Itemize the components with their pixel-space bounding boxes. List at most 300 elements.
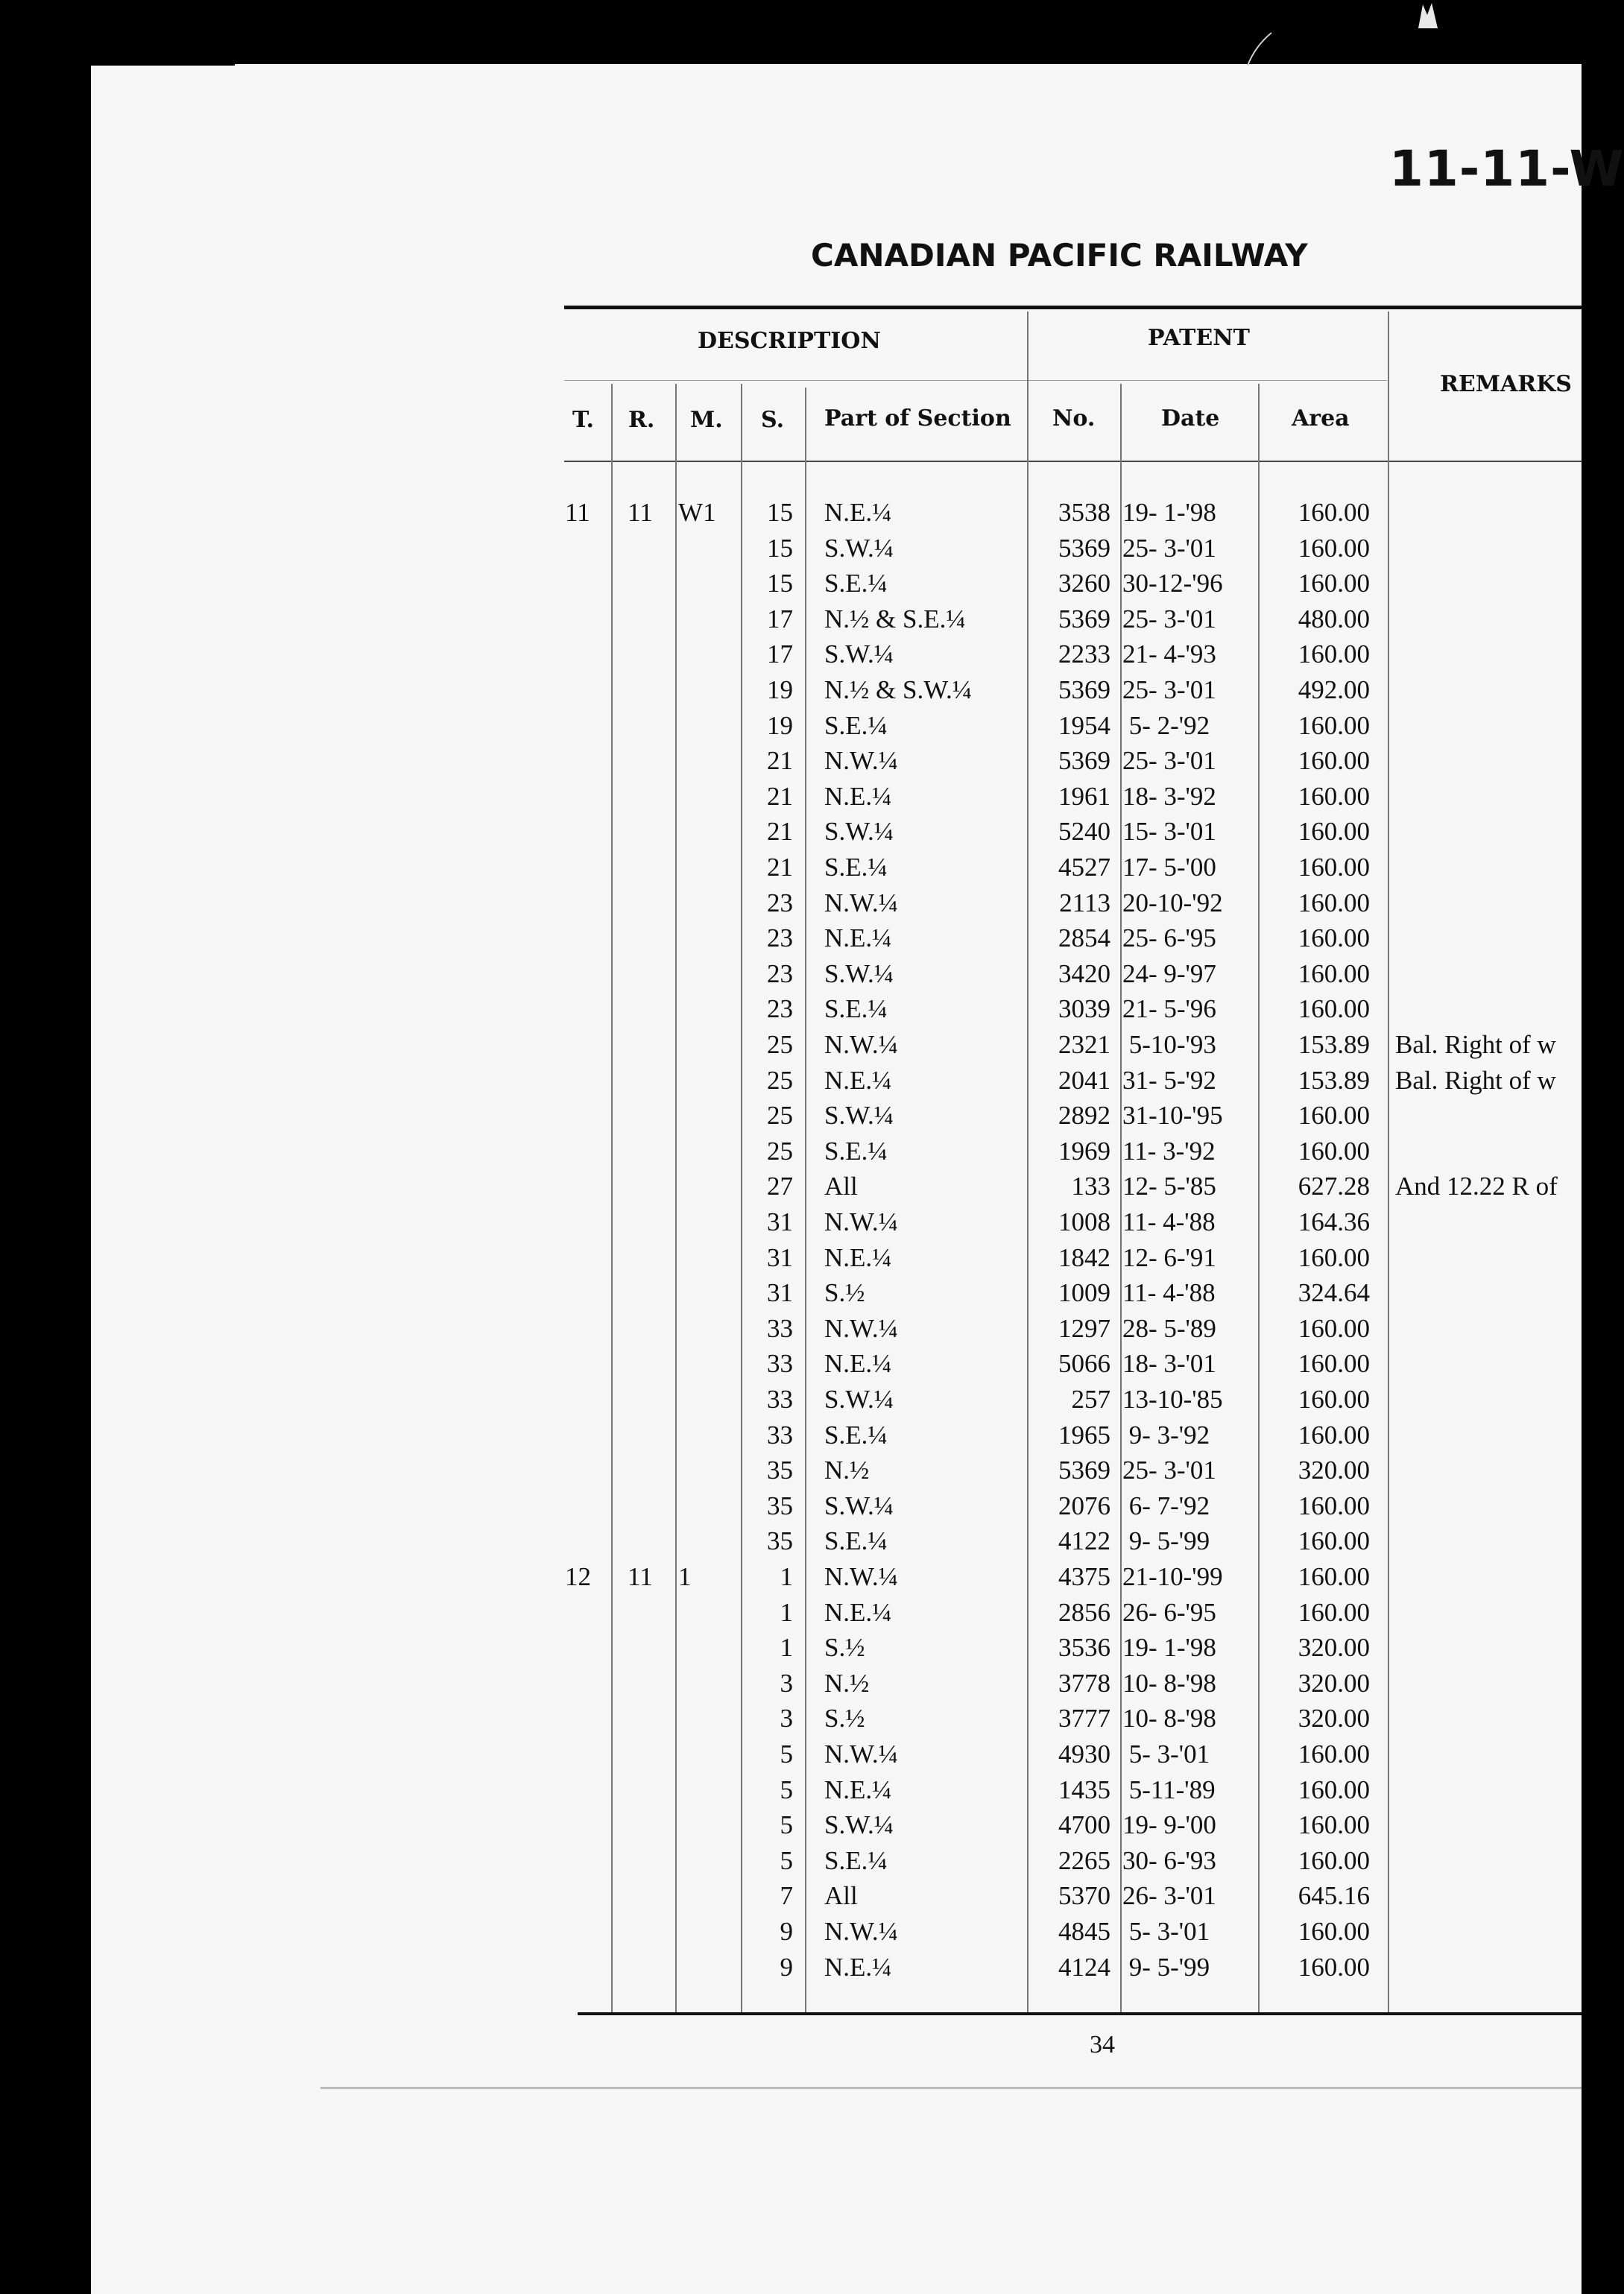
part-of-section-text: N.W.¼ [824, 746, 901, 775]
cell-township: 12 [565, 1562, 591, 1591]
cell-section: 33 [767, 1349, 793, 1379]
cell-part-of-section [824, 1243, 1027, 1273]
cell-section: 19 [767, 710, 793, 740]
part-of-section-text: N.E.¼ [824, 782, 894, 811]
table-row [0, 1562, 1582, 1597]
cell-section: 17 [767, 604, 793, 633]
cell-patent-date: 21- 4-'93 [1122, 639, 1216, 669]
cell-patent-no: 2041 [1058, 1065, 1110, 1095]
cell-range: 11 [628, 1562, 653, 1591]
cell-patent-no: 5369 [1058, 746, 1110, 776]
cell-area: 153.89 [1298, 1030, 1370, 1059]
table-row [0, 604, 1582, 639]
table-top-rule [564, 306, 1582, 309]
table-row [0, 1278, 1582, 1313]
table-row [0, 1030, 1582, 1065]
cell-patent-date: 25- 3-'01 [1122, 746, 1216, 776]
part-of-section-text: N.½ & S.W.¼ [824, 675, 975, 704]
cell-patent-date: 25- 3-'01 [1122, 1456, 1216, 1485]
cell-patent-date: 19- 9-'00 [1122, 1810, 1216, 1840]
part-of-section-text: N.E.¼ [824, 1349, 894, 1378]
cell-patent-no: 1842 [1058, 1242, 1110, 1272]
cell-part-of-section [824, 534, 1027, 563]
cell-patent-date: 26- 6-'95 [1122, 1597, 1216, 1627]
cell-patent-no: 4527 [1058, 853, 1110, 882]
cell-patent-no: 133 [1071, 1172, 1110, 1201]
cell-area: 324.64 [1298, 1278, 1370, 1308]
cell-section: 31 [767, 1207, 793, 1236]
cell-section: 5 [780, 1775, 793, 1804]
part-of-section-text: N.W.¼ [824, 1917, 901, 1946]
cell-patent-date: 6- 7-'92 [1122, 1491, 1210, 1520]
col-header-area: Area [1292, 405, 1350, 432]
cell-remarks: Bal. Right of w [1395, 1065, 1556, 1095]
part-of-section-text: S.W.¼ [824, 959, 897, 988]
cell-section: 9 [780, 1952, 793, 1982]
part-of-section-text: N.W.¼ [824, 1562, 901, 1591]
cell-patent-date: 30-12-'96 [1122, 569, 1223, 598]
part-of-section-text: S.W.¼ [824, 639, 897, 669]
cell-part-of-section [824, 1917, 1027, 1947]
part-of-section-text: S.E.¼ [824, 1526, 891, 1555]
cell-area: 492.00 [1298, 675, 1370, 704]
cell-patent-date: 18- 3-'01 [1122, 1349, 1216, 1379]
cell-patent-date: 11- 4-'88 [1122, 1207, 1216, 1236]
cell-area: 160.00 [1298, 817, 1370, 847]
part-of-section-text: N.W.¼ [824, 1030, 901, 1059]
cell-section: 1 [780, 1562, 793, 1591]
cell-patent-date: 17- 5-'00 [1122, 853, 1216, 882]
cell-section: 5 [780, 1845, 793, 1875]
cell-part-of-section [824, 498, 1027, 528]
cell-patent-date: 9- 5-'99 [1122, 1952, 1210, 1982]
cell-patent-no: 1961 [1058, 781, 1110, 811]
cell-township: 11 [565, 498, 590, 527]
cell-area: 160.00 [1298, 1597, 1370, 1627]
col-header-r: R. [628, 407, 655, 433]
remarks-header: REMARKS [1440, 371, 1572, 397]
cell-patent-no: 1965 [1058, 1420, 1110, 1450]
cell-meridian: 1 [678, 1562, 692, 1591]
cell-patent-no: 2854 [1058, 923, 1110, 953]
table-row [0, 1101, 1582, 1136]
part-of-section-text: S.½ [824, 1704, 868, 1733]
part-of-section-text: S.W.¼ [824, 534, 897, 563]
cell-area: 160.00 [1298, 1526, 1370, 1556]
cell-patent-date: 31-10-'95 [1122, 1101, 1223, 1131]
col-header-t: T. [572, 407, 594, 433]
cell-part-of-section [824, 1349, 1027, 1379]
cell-section: 15 [767, 533, 793, 563]
cell-patent-no: 3536 [1058, 1633, 1110, 1663]
cell-patent-date: 31- 5-'92 [1122, 1065, 1216, 1095]
cell-patent-no: 3777 [1058, 1704, 1110, 1734]
cell-area: 160.00 [1298, 994, 1370, 1024]
cell-patent-no: 1008 [1058, 1207, 1110, 1236]
cell-section: 35 [767, 1491, 793, 1520]
part-of-section-text: N.E.¼ [824, 1243, 894, 1272]
cell-patent-no: 4122 [1058, 1526, 1110, 1556]
cell-area: 160.00 [1298, 958, 1370, 988]
part-of-section-text: S.E.¼ [824, 569, 891, 598]
cell-part-of-section [824, 1101, 1027, 1131]
table-row [0, 711, 1582, 746]
corner-scan-mark [1405, 0, 1450, 28]
cell-section: 33 [767, 1313, 793, 1343]
cell-part-of-section [824, 1740, 1027, 1769]
cell-area: 480.00 [1298, 604, 1370, 633]
table-row [0, 746, 1582, 781]
cell-patent-date: 19- 1-'98 [1122, 1633, 1216, 1663]
cell-patent-no: 5369 [1058, 675, 1110, 704]
cell-part-of-section [824, 1526, 1027, 1556]
cell-patent-date: 15- 3-'01 [1122, 817, 1216, 847]
cell-patent-date: 30- 6-'93 [1122, 1845, 1216, 1875]
cell-range: 11 [628, 498, 653, 527]
cell-area: 160.00 [1298, 1349, 1370, 1379]
part-of-section-text: S.E.¼ [824, 1137, 891, 1166]
col-header-m: M. [690, 407, 723, 433]
cell-patent-date: 5- 3-'01 [1122, 1917, 1210, 1946]
part-of-section-text: N.½ [824, 1669, 872, 1698]
cell-area: 160.00 [1298, 533, 1370, 563]
cell-patent-no: 1297 [1058, 1313, 1110, 1343]
cell-area: 160.00 [1298, 888, 1370, 917]
table-row [0, 1740, 1582, 1775]
cell-part-of-section [824, 569, 1027, 598]
part-of-section-text: N.W.¼ [824, 1740, 901, 1769]
cell-part-of-section [824, 1633, 1027, 1663]
cell-area: 320.00 [1298, 1633, 1370, 1663]
part-of-section-text: N.½ [824, 1456, 872, 1485]
cell-patent-no: 1969 [1058, 1136, 1110, 1166]
cell-area: 160.00 [1298, 1562, 1370, 1591]
cell-section: 1 [780, 1633, 793, 1663]
cell-part-of-section [824, 675, 1027, 705]
cell-part-of-section [824, 1562, 1027, 1592]
cell-patent-no: 5240 [1058, 817, 1110, 847]
cell-patent-no: 2265 [1058, 1845, 1110, 1875]
cell-section: 1 [780, 1597, 793, 1627]
cell-remarks: And 12.22 R of [1395, 1172, 1558, 1201]
cell-patent-no: 257 [1071, 1385, 1110, 1414]
cell-area: 627.28 [1298, 1172, 1370, 1201]
table-row [0, 1349, 1582, 1384]
col-header-no: No. [1052, 405, 1096, 432]
table-row [0, 1598, 1582, 1633]
cell-section: 21 [767, 746, 793, 776]
table-row [0, 675, 1582, 710]
part-of-section-text: N.E.¼ [824, 1775, 894, 1804]
table-row [0, 1314, 1582, 1349]
cell-patent-date: 9- 5-'99 [1122, 1526, 1210, 1556]
table-bottom-rule [578, 2012, 1582, 2015]
cell-area: 160.00 [1298, 781, 1370, 811]
table-row [0, 994, 1582, 1029]
cell-patent-no: 2233 [1058, 639, 1110, 669]
col-header-s: S. [761, 407, 785, 433]
cell-patent-no: 3039 [1058, 994, 1110, 1024]
cell-area: 160.00 [1298, 923, 1370, 953]
cell-section: 19 [767, 675, 793, 704]
cell-area: 160.00 [1298, 569, 1370, 598]
cell-part-of-section [824, 1385, 1027, 1415]
part-of-section-text: S.½ [824, 1633, 868, 1662]
cell-area: 160.00 [1298, 1136, 1370, 1166]
part-of-section-text: S.W.¼ [824, 1491, 897, 1520]
cell-part-of-section [824, 1704, 1027, 1734]
cell-area: 160.00 [1298, 1385, 1370, 1414]
cell-section: 33 [767, 1420, 793, 1450]
cell-area: 160.00 [1298, 1420, 1370, 1450]
cell-area: 320.00 [1298, 1704, 1370, 1734]
cell-section: 35 [767, 1526, 793, 1556]
cell-patent-no: 3260 [1058, 569, 1110, 598]
cell-patent-date: 19- 1-'98 [1122, 498, 1216, 527]
cell-part-of-section [824, 1669, 1027, 1699]
cell-section: 5 [780, 1740, 793, 1769]
cell-patent-date: 21-10-'99 [1122, 1562, 1223, 1591]
cell-section: 7 [780, 1881, 793, 1911]
cell-patent-date: 20-10-'92 [1122, 888, 1223, 917]
cell-patent-date: 26- 3-'01 [1122, 1881, 1216, 1911]
cell-patent-date: 25- 6-'95 [1122, 923, 1216, 953]
table-row [0, 1917, 1582, 1952]
company-title: CANADIAN PACIFIC RAILWAY [811, 237, 1308, 274]
cell-patent-date: 9- 3-'92 [1122, 1420, 1210, 1450]
cell-section: 9 [780, 1917, 793, 1946]
table-row [0, 1633, 1582, 1668]
part-of-section-text: S.E.¼ [824, 711, 891, 740]
cell-section: 25 [767, 1101, 793, 1131]
cell-part-of-section [824, 1314, 1027, 1344]
cell-part-of-section [824, 1030, 1027, 1060]
cell-patent-date: 12- 6-'91 [1122, 1242, 1216, 1272]
cell-patent-date: 13-10-'85 [1122, 1385, 1223, 1414]
part-of-section-text: N.W.¼ [824, 888, 901, 917]
cell-area: 160.00 [1298, 710, 1370, 740]
patent-group-header: PATENT [1148, 325, 1250, 351]
cell-patent-no: 5369 [1058, 604, 1110, 633]
table-row [0, 817, 1582, 852]
cell-patent-no: 1954 [1058, 710, 1110, 740]
cell-section: 25 [767, 1065, 793, 1095]
cell-part-of-section [824, 1775, 1027, 1805]
cell-section: 17 [767, 639, 793, 669]
cell-patent-no: 5066 [1058, 1349, 1110, 1379]
cell-patent-date: 5-11-'89 [1122, 1775, 1216, 1804]
cell-patent-date: 28- 5-'89 [1122, 1313, 1216, 1343]
cell-section: 21 [767, 781, 793, 811]
table-row [0, 853, 1582, 888]
page-top-edge [235, 64, 1582, 101]
cell-patent-date: 25- 3-'01 [1122, 533, 1216, 563]
cell-area: 160.00 [1298, 853, 1370, 882]
cell-part-of-section [824, 711, 1027, 741]
cell-patent-no: 2892 [1058, 1101, 1110, 1131]
table-row [0, 1953, 1582, 1988]
cell-section: 15 [767, 498, 793, 527]
cell-patent-date: 11- 4-'88 [1122, 1278, 1216, 1308]
cell-area: 645.16 [1298, 1881, 1370, 1911]
cell-patent-date: 18- 3-'92 [1122, 781, 1216, 811]
table-row [0, 498, 1582, 533]
part-of-section-text: S.½ [824, 1278, 868, 1307]
cell-section: 27 [767, 1172, 793, 1201]
table-row [0, 1137, 1582, 1172]
cell-section: 25 [767, 1030, 793, 1059]
table-row [0, 1385, 1582, 1420]
scan-artifact-stroke [1245, 30, 1274, 67]
cell-section: 31 [767, 1242, 793, 1272]
cell-patent-no: 4124 [1058, 1952, 1110, 1982]
cell-section: 23 [767, 994, 793, 1024]
table-row [0, 1775, 1582, 1810]
part-of-section-text: S.W.¼ [824, 1385, 897, 1414]
cell-part-of-section [824, 782, 1027, 812]
cell-section: 5 [780, 1810, 793, 1840]
cell-area: 164.36 [1298, 1207, 1370, 1236]
col-header-part: Part of Section [824, 405, 1011, 432]
part-of-section-text: S.W.¼ [824, 817, 897, 846]
cell-section: 21 [767, 817, 793, 847]
part-of-section-text: N.E.¼ [824, 1953, 894, 1982]
cell-section: 23 [767, 958, 793, 988]
cell-patent-date: 25- 3-'01 [1122, 675, 1216, 704]
table-row [0, 1669, 1582, 1704]
col-header-date: Date [1161, 405, 1220, 432]
cell-part-of-section [824, 1278, 1027, 1308]
cell-section: 35 [767, 1456, 793, 1485]
cell-area: 160.00 [1298, 639, 1370, 669]
cell-patent-no: 4845 [1058, 1917, 1110, 1946]
cell-section: 33 [767, 1385, 793, 1414]
cell-section: 15 [767, 569, 793, 598]
table-row [0, 1846, 1582, 1881]
cell-section: 25 [767, 1136, 793, 1166]
cell-area: 153.89 [1298, 1065, 1370, 1095]
cell-patent-no: 2113 [1059, 888, 1110, 917]
cell-part-of-section [824, 1881, 1027, 1911]
cell-part-of-section [824, 1953, 1027, 1982]
part-of-section-text: S.E.¼ [824, 994, 891, 1023]
cell-patent-date: 10- 8-'98 [1122, 1704, 1216, 1734]
cell-part-of-section [824, 1066, 1027, 1096]
part-of-section-text: S.E.¼ [824, 1846, 891, 1875]
table-row [0, 1172, 1582, 1207]
cell-area: 160.00 [1298, 1845, 1370, 1875]
cell-patent-no: 5370 [1058, 1881, 1110, 1911]
cell-part-of-section [824, 746, 1027, 776]
cell-patent-date: 21- 5-'96 [1122, 994, 1216, 1024]
table-row [0, 1810, 1582, 1845]
cell-patent-no: 4930 [1058, 1740, 1110, 1769]
cell-patent-no: 5369 [1058, 1456, 1110, 1485]
cell-area: 160.00 [1298, 1952, 1370, 1982]
table-row [0, 1066, 1582, 1101]
cell-part-of-section [824, 1137, 1027, 1166]
part-of-section-text: N.E.¼ [824, 1598, 894, 1627]
table-row [0, 1456, 1582, 1491]
part-of-section-text: S.W.¼ [824, 1101, 897, 1130]
table-row [0, 1207, 1582, 1242]
table-row [0, 959, 1582, 994]
cell-patent-date: 11- 3-'92 [1122, 1136, 1216, 1166]
cell-patent-date: 5-10-'93 [1122, 1030, 1216, 1059]
cell-part-of-section [824, 1172, 1027, 1201]
cell-area: 320.00 [1298, 1668, 1370, 1698]
cell-area: 320.00 [1298, 1456, 1370, 1485]
cell-area: 160.00 [1298, 1740, 1370, 1769]
cell-patent-no: 2321 [1058, 1030, 1110, 1059]
cell-area: 160.00 [1298, 1242, 1370, 1272]
cell-part-of-section [824, 639, 1027, 669]
page-number: 34 [1090, 2031, 1115, 2058]
table-row [0, 782, 1582, 817]
cell-patent-no: 3420 [1058, 958, 1110, 988]
cell-patent-no: 4375 [1058, 1562, 1110, 1591]
cell-patent-no: 1435 [1058, 1775, 1110, 1804]
cell-part-of-section [824, 888, 1027, 918]
part-of-section-text: N.½ & S.E.¼ [824, 604, 969, 633]
cell-part-of-section [824, 959, 1027, 989]
table-row [0, 1243, 1582, 1278]
table-row [0, 1421, 1582, 1456]
table-header-bottom-rule [564, 461, 1582, 462]
cell-remarks: Bal. Right of w [1395, 1030, 1556, 1059]
table-row [0, 1491, 1582, 1526]
cell-area: 160.00 [1298, 1917, 1370, 1946]
description-group-header: DESCRIPTION [698, 328, 881, 354]
cell-patent-no: 2076 [1058, 1491, 1110, 1520]
cell-meridian: W1 [678, 498, 716, 527]
cell-part-of-section [824, 1456, 1027, 1485]
cell-patent-date: 24- 9-'97 [1122, 958, 1216, 988]
cell-section: 23 [767, 888, 793, 917]
part-of-section-text: N.W.¼ [824, 1207, 901, 1236]
table-row [0, 888, 1582, 923]
cell-part-of-section [824, 853, 1027, 882]
cell-area: 160.00 [1298, 1775, 1370, 1804]
table-row [0, 534, 1582, 569]
cell-part-of-section [824, 994, 1027, 1024]
cell-area: 160.00 [1298, 1491, 1370, 1520]
part-of-section-text: S.E.¼ [824, 853, 891, 882]
cell-section: 3 [780, 1704, 793, 1734]
cell-patent-date: 5- 3-'01 [1122, 1740, 1210, 1769]
cell-section: 23 [767, 923, 793, 953]
cell-area: 160.00 [1298, 1810, 1370, 1840]
description-header-rule [564, 380, 1026, 381]
cell-patent-date: 12- 5-'85 [1122, 1172, 1216, 1201]
part-of-section-text: N.E.¼ [824, 1066, 894, 1095]
cell-area: 160.00 [1298, 498, 1370, 527]
table-row [0, 1881, 1582, 1916]
table-row [0, 569, 1582, 604]
cell-patent-no: 4700 [1058, 1810, 1110, 1840]
scan-edge-line [320, 2087, 1582, 2089]
cell-patent-date: 5- 2-'92 [1122, 710, 1210, 740]
part-of-section-text: All [824, 1881, 861, 1910]
cell-part-of-section [824, 1207, 1027, 1237]
table-row [0, 923, 1582, 958]
part-of-section-text: All [824, 1172, 861, 1201]
cell-part-of-section [824, 1810, 1027, 1840]
table-row [0, 1526, 1582, 1561]
cell-part-of-section [824, 1846, 1027, 1876]
table-row [0, 639, 1582, 674]
cell-patent-date: 10- 8-'98 [1122, 1668, 1216, 1698]
